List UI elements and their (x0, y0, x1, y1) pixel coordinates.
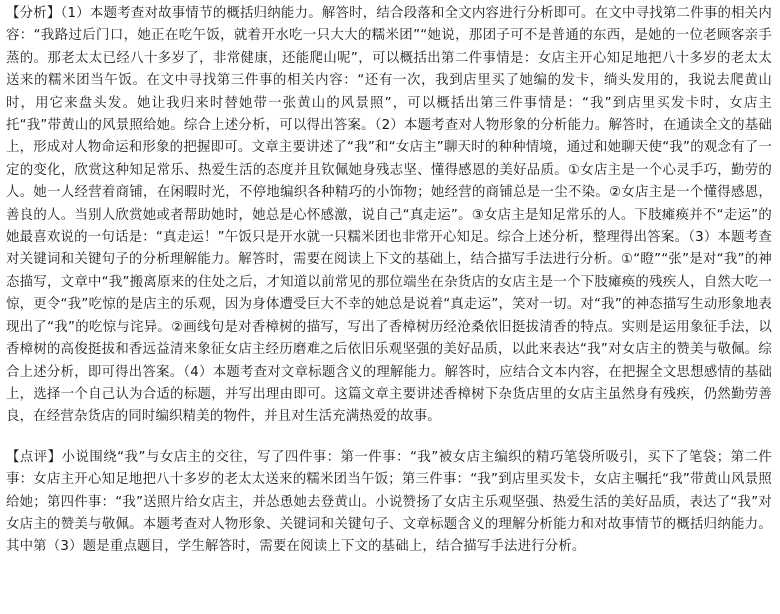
paragraph-gap (6, 429, 772, 447)
comment-paragraph: 【点评】小说围绕“我”与女店主的交往，写了四件事：第一件事：“我”被女店主编织的精巧笔袋所吸引，买下了笔袋；第二件事：女店主开心知足地把八十多岁的老太太送来的糯米团当午饭；第三件事：“我”到店里买发卡，女店主嘱托“我”带黄山风景照给她；第四件事：“我”送照片给女店主，并怂恿她去登黄山。小说赞扬了女店主乐观坚强、热爱生活的美好品质，表达了“我”对女店主的赞美与敬佩。本题考查对人物形象、关键词和关键句子、文章标题含义的理解分析能力和对故事情节的概括归纳能力。其中第（3）题是重点题目，学生解答时，需要在阅读上下文的基础上，结合描写手法进行分析。 (6, 449, 772, 555)
analysis-paragraph: 【分析】（1）本题考查对故事情节的概括归纳能力。解答时，结合段落和全文内容进行分析即可。在文中寻找第二件事的相关内容：“我路过后门口，她正在吃午饭，就着开水吃一只大大的糯米团”“她说，那团子可不是普通的东西，是她的一位老顾客亲手蒸的。那老太太已经八十多岁了，非常健康，还能爬山呢”，可以概括出第二件事情是：女店主开心知足地把八十多岁的老太太送来的糯米团当午饭。在文中寻找第三件事的相关内容：“还有一次，我到店里买了她编的发卡，绱头发用的，我说去爬黄山时，用它来盘头发。她让我归来时替她带一张黄山的风景照”，可以概括出第三件事情是：“我”到店里买发卡时，女店主托“我”带黄山的风景照给她。综合上述分析，可以得出答案。（2）本题考查对人物形象的分析能力。解答时，在通读全文的基础上，形成对人物命运和形象的把握即可。文章主要讲述了“我”和“女店主”聊天时的种种情境，通过和她聊天使“我”的观念有了一定的变化，欣赏这种知足常乐、热爱生活的态度并且钦佩她身残志坚、懂得感恩的美好品质。①女店主是一个心灵手巧，勤劳的人。她一人经营着商铺，在闲暇时光，不停地编织各种精巧的小饰物；她经营的商铺总是一尘不染。②女店主是一个懂得感恩，善良的人。当别人欣赏她或者帮助她时，她总是心怀感激，说自己“真走运”。③女店主是知足常乐的人。下肢瘫痪并不“走运”的她最喜欢说的一句话是：“真走运！”午饭只是开水就一只糯米团也非常开心知足。综合上述分析，整理得出答案。（3）本题考查对关键词和关键句子的分析理解能力。解答时，需要在阅读上下文的基础上，结合描写手法进行分析。①“瞪”“张”是对“我”的神态描写，文章中“我”搬离原来的住处之后，才知道以前常见的那位端坐在杂货店的女店主是一个下肢瘫痪的残疾人，自然大吃一惊，更令“我”吃惊的是店主的乐观，因为身体遭受巨大不幸的她总是说着“真走运”，笑对一切。对“我”的神态描写生动形象地表现出了“我”的吃惊与诧异。②画线句是对香樟树的描写，写出了香樟树历经沧桑依旧挺拔清香的特点。实则是运用象征手法，以香樟树的高俊挺拔和香远益清来象征女店主经历磨难之后依旧乐观坚强的美好品质，以此来表达“我”对女店主的赞美与敬佩。综合上述分析，即可得出答案。（4）本题考查对文章标题含义的理解能力。解答时，应结合文本内容，在把握全文思想感情的基础上，选择一个自己认为合适的标题，并写出理由即可。这篇文章主要讲述香樟树下杂货店里的女店主虽然身有残疾，仍然勤劳善良，在经营杂货店的同时编织精美的物件，并且对生活充满热爱的故事。 (6, 6, 772, 425)
